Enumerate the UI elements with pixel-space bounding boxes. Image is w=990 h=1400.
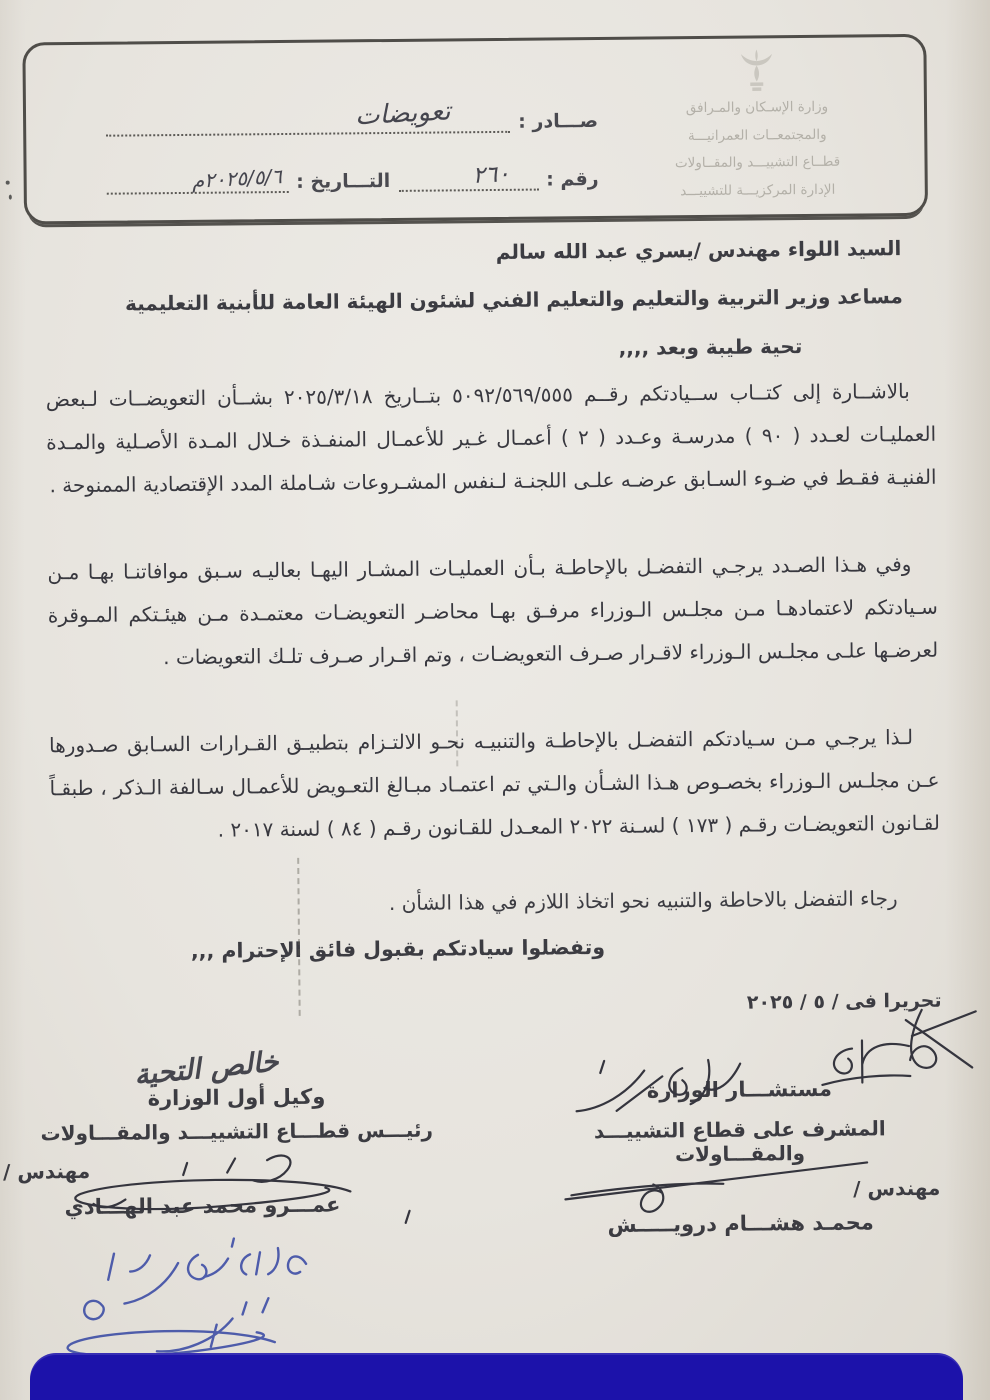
letterhead-line: قطــاع التشييـــد والمقــاولات (674, 154, 841, 172)
body-paragraph-1: بالاشــارة إلى كتــاب ســيادتكم رقــم ٥٠٩٢/٥٦٩/٥٥٥ بتــاريخ ٢٠٢٥/٣/١٨ بشــأن التعويضــات لـبعض العمليـات لعـدد ( ٩٠ ) مدرسـة وعـدد ( ٢ ) أعمـال غـير للأعمـال المنفـذة خـلال المـدة الأصـلية والمـدة الفنيـة فقـط في ضـوء السـابق عرضـه علـى اللجنـة لـنفس المشـروعات شـاملة المدد الإقتصادية الممنوحة . (45, 379, 937, 498)
recipient-title-line: مساعد وزير التربية والتعليم والتعليم الفني لشئون الهيئة العامة للأبنية التعليمية (124, 284, 903, 316)
blue-pen-annotation (108, 1238, 307, 1304)
signatory-name-left: عمـــرو محمد عبد الهـــادي (64, 1192, 341, 1220)
blue-footer-bar (30, 1353, 963, 1400)
egypt-eagle-emblem-icon (736, 48, 776, 92)
date-dotted-line (107, 165, 289, 195)
closing-line: وتفضلوا سيادتكم بقبول فائق الإحترام ,,, (190, 934, 606, 963)
advisor-title: مستشـــار الوزارة (646, 1076, 833, 1103)
outgoing-label: صـــادر : (518, 109, 599, 133)
signature-block-left (2, 1044, 448, 1220)
scan-speck (9, 195, 12, 200)
registration-box (22, 34, 928, 225)
date-label: التـــاريخ : (296, 169, 391, 193)
signature-block-right (539, 1076, 940, 1238)
number-date-row (107, 162, 599, 195)
written-on-date-line: تحريرا فى / ٥ / ٢٠٢٥ (746, 989, 942, 1014)
outgoing-row (106, 96, 599, 137)
signatory-name-right: محمـد هشـــام درويـــــش (607, 1210, 874, 1237)
outgoing-dotted-line (106, 96, 510, 137)
request-line: رجاء التفضل بالاحاطة والتنبيه نحو اتخاذ اللازم في هذا الشأن . (388, 886, 898, 916)
ministry-letterhead (631, 47, 882, 206)
outgoing-handwritten-value: تعويضات (354, 96, 451, 132)
blue-pen-signature (67, 1298, 275, 1356)
letterhead-line: وزارة الإسـكان والمـرافق (685, 98, 829, 117)
letterhead-line: والمجتمعــات العمرانيـــة (687, 126, 827, 144)
number-label: رقم : (546, 167, 599, 191)
engineer-role-right: مهندس / (853, 1175, 941, 1201)
fold-mark (456, 700, 459, 766)
undersecretary-title: وكيل أول الوزارة (147, 1084, 326, 1111)
number-handwritten-value: ٢٦٠ (472, 161, 511, 189)
salutation-line: تحية طيبة وبعد ,,,, (618, 334, 803, 360)
signature-scrawl-top-right (906, 1009, 977, 1068)
date-handwritten-value: ٢٠٢٥/٥/٦م (191, 164, 283, 193)
number-dotted-line (398, 163, 538, 192)
body-paragraph-3: لـذا يرجـي مـن سـيادتكم التفضـل بالإحاطـة والتنبيـه نحـو الالتـزام بتطبيـق القـرارات السـابق صـدورها عـن مجلـس الـوزراء بخصـوص هـذا الشـأن والـتي تم اعتمـاد مبـالغ التعـويض للأعمـال سـالفة الـذكر ، طبقـاً لقـانون التعويضـات رقـم ( ١٧٣ ) لسـنة ٢٠٢٢ المعـدل للقـانون رقـم ( ٨٤ ) لسنة ٢٠١٧ . (48, 724, 940, 842)
sincere-regards-script: خالص التحية (132, 1044, 280, 1092)
registration-fields (106, 96, 599, 195)
letterhead-line: الإدارة المركزيـــة للتشييـــد (680, 181, 836, 200)
supervisor-title: المشرف على قطاع التشييـــد والمقـــاولات (593, 1116, 886, 1167)
scan-speck (6, 181, 10, 185)
body-paragraph-2: وفي هـذا الصـدد يرجـي التفضـل بالإحاطـة بـأن العمليـات المشـار اليهـا بعاليـه سـبق موافاتنـا بهـا مـن سـيادتكم لاعتمادهـا مـن مجلـس الـوزراء مرفـق بهـا محاضـر التعويضـات معتمـدة مـن هيئـتكم المـوقرة لعرضـها علـى مجلـس الـوزراء لاقـرار صـرف التعويضـات ، وتم اقـرار صـرف تلـك التعويضات . (47, 552, 939, 670)
recipient-name-line: السيد اللواء مهندس /يسري عبد الله سالم (495, 236, 902, 264)
sector-head-title: رئيـــس قطـــاع التشييـــد والمقـــاولات (40, 1117, 434, 1146)
engineer-role-left: مهندس / (2, 1158, 91, 1184)
